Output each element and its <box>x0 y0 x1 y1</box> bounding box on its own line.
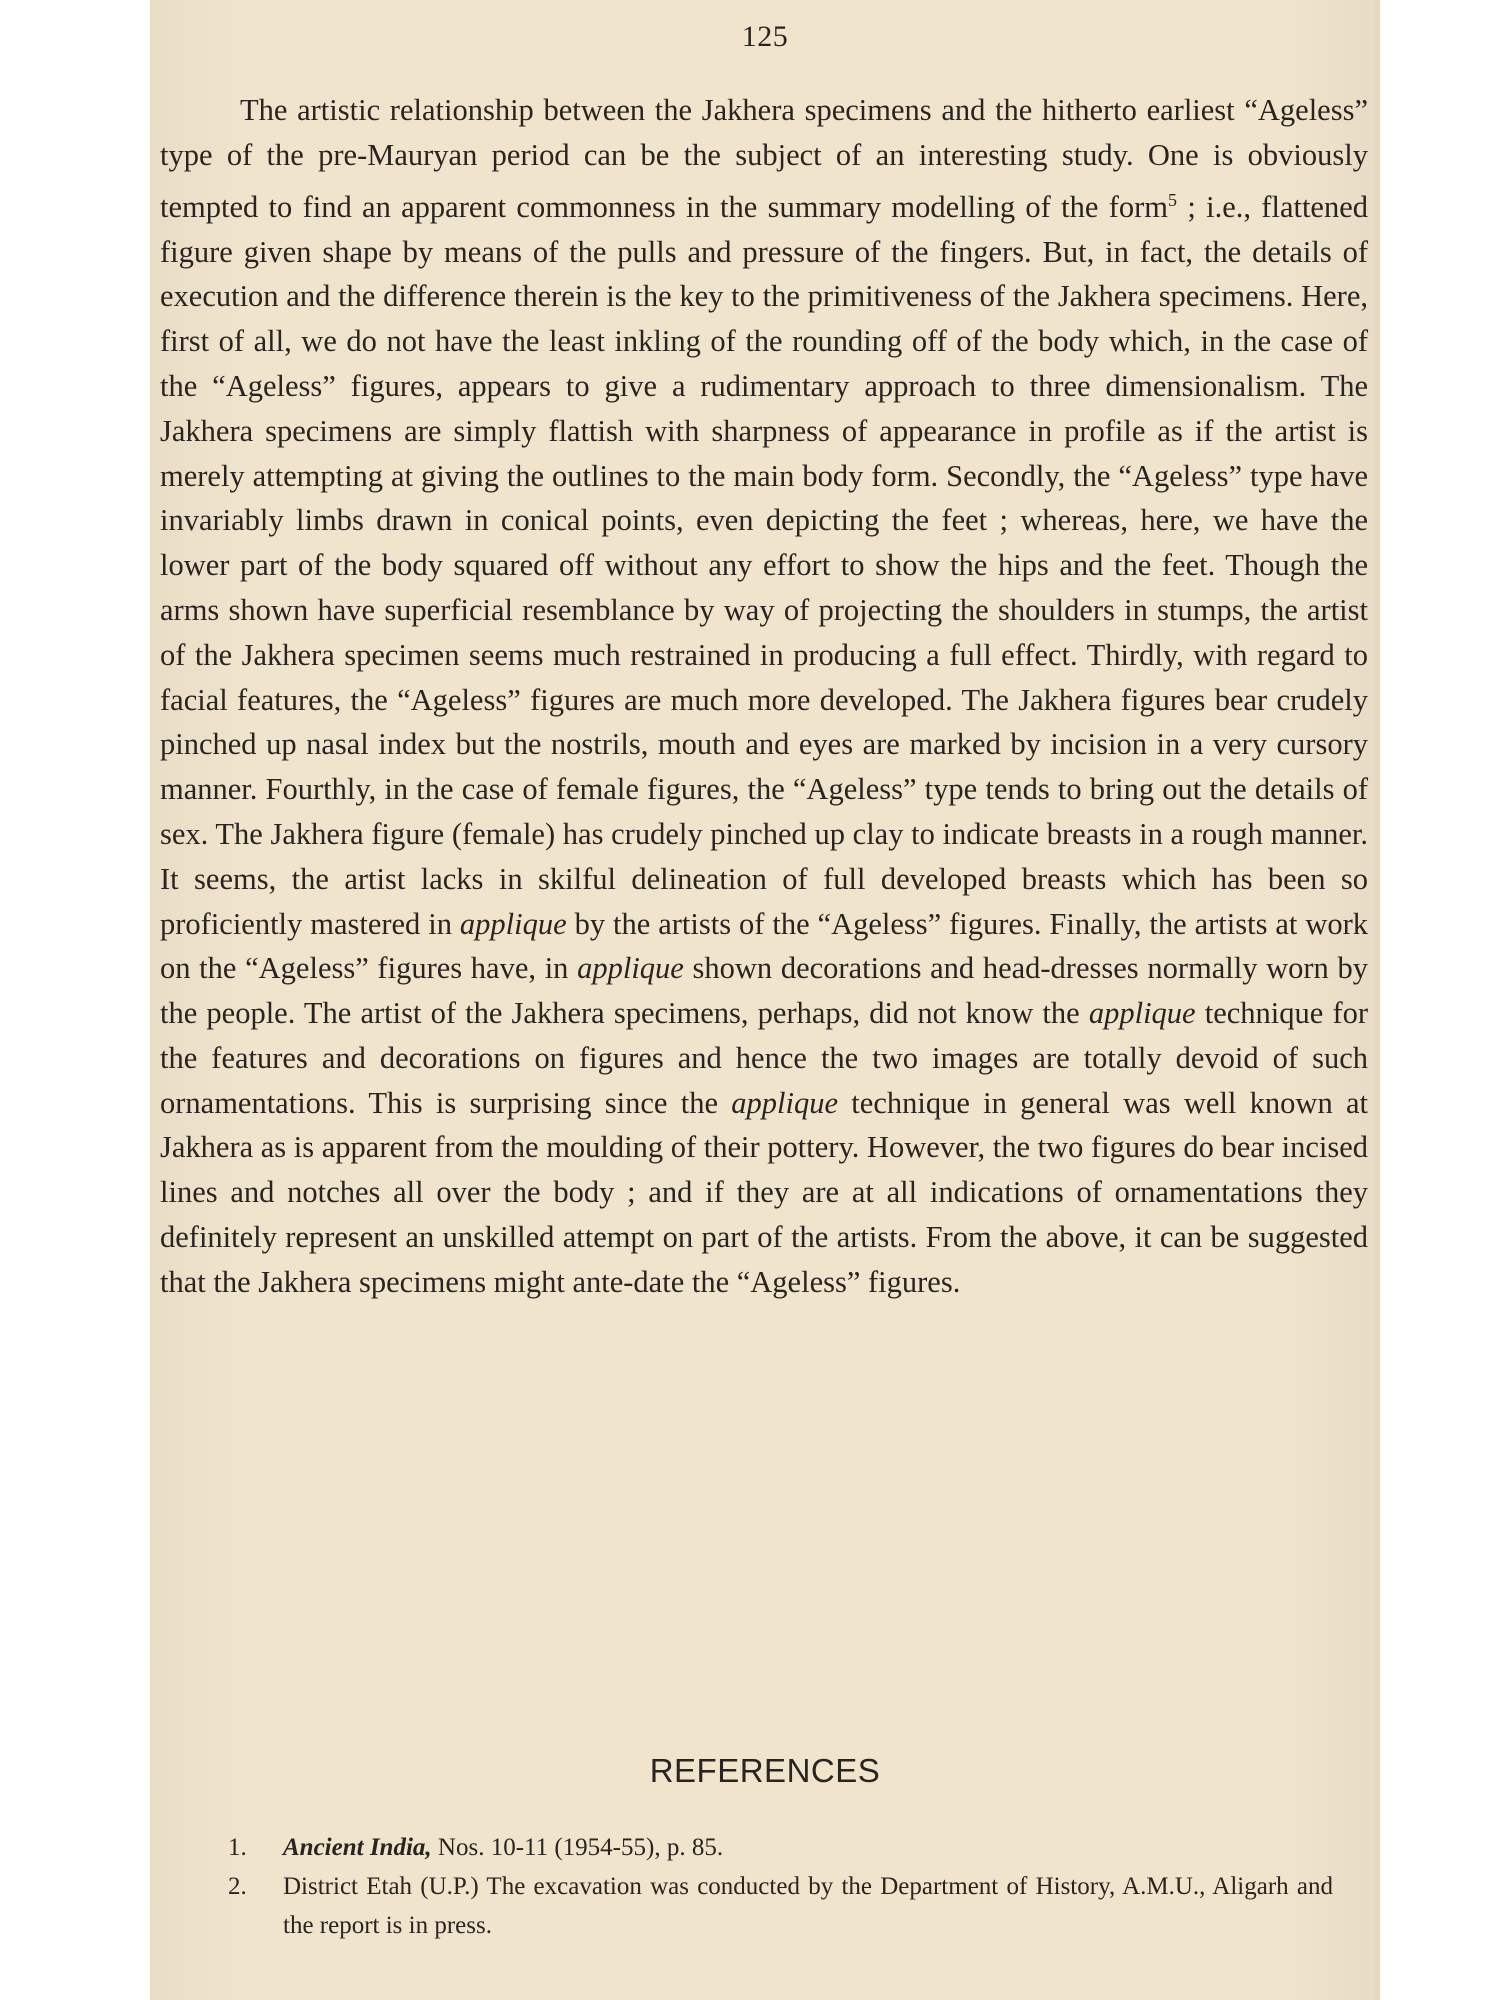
body-text-segment: ; i.e., flattened figure given shape by means of the pulls and pressure of the fingers. But, in fact, the details of execution and the difference therein is the key to the primitiveness of the Jakhera specimens. Here, first of all, we do not have the least inkling of the rounding off of the body which, in the case of the “Ageless” figures, appears to give a rudimentary approach to three dimensionalism. The Jakhera specimens are simply flattish with sharpness of appearance in profile as if the artist is merely attempting at giving the outlines to the main body form. Secondly, the “Ageless” type have invariably limbs drawn in conical points, even depicting the feet ; whereas, here, we have the lower part of the body squared off without any effort to show the hips and the feet. Though the arms shown have superficial resemblance by way of projecting the shoulders in stumps, the artist of the Jakhera specimen seems much restrained in producing a full effect. Thirdly, with regard to facial features, the “Ageless” figures are much more developed. The Jakhera figures bear crudely pinched up nasal index but the nostrils, mouth and eyes are marked by incision in a very cursory manner. Fourthly, in the case of female figures, the “Ageless” type tends to bring out the details of sex. The Jakhera figure (female) has crudely pinched up clay to indicate breasts in a rough manner. It seems, the artist lacks in skilful delineation of full developed breasts which has been so proficiently mastered in <box>160 189 1368 941</box>
references-list <box>228 1828 1333 1945</box>
italic-term: applique <box>577 951 684 986</box>
footnote-marker: 5 <box>1168 189 1178 210</box>
reference-detail: District Etah (U.P.) The excavation was conducted by the Department of History, A.M.U., Aligarh and the report is in press. <box>283 1873 1333 1939</box>
references-heading: REFERENCES <box>649 1752 881 1789</box>
page-number: 125 <box>741 20 789 53</box>
reference-item <box>228 1828 1333 1867</box>
reference-number: 1. <box>228 1834 247 1861</box>
reference-number: 2. <box>228 1873 247 1900</box>
body-text-segment: technique for the features and decorations on figures and hence the two images are totally devoid of such ornamentations. This is surprising since the <box>160 996 1369 1120</box>
body-paragraph <box>160 88 1368 1305</box>
reference-text <box>283 1828 1333 1867</box>
body-text-segment: The artistic relationship between the Jakhera specimens and the hitherto earliest “Ageless” type of the pre-Mauryan period can be the subject of an interesting study. One is obviously tempted to find an apparent commonness in the summary modelling of the form <box>160 93 1368 224</box>
body-text-segment: technique in general was well known at Jakhera as is apparent from the moulding of their pottery. However, the two figures do bear incised lines and notches all over the body ; and if they are at all indications of ornamentations they definitely represent an unskilled attempt on part of the artists. From the above, it can be suggested that the Jakhera specimens might ante-date the “Ageless” figures. <box>160 1085 1368 1299</box>
reference-text <box>283 1867 1333 1945</box>
reference-title: Ancient India, <box>283 1834 432 1861</box>
body-text-segment: shown decorations and head-dresses normally worn by the people. The artist of the Jakhera specimens, perhaps, did not know the <box>160 951 1368 1031</box>
italic-term: applique <box>459 906 567 941</box>
book-page <box>150 0 1380 2000</box>
page-edge <box>1375 0 1380 2000</box>
italic-term: applique <box>731 1085 839 1120</box>
italic-term: applique <box>1088 996 1196 1031</box>
body-text-segment: by the artists of the “Ageless” figures. Finally, the artists at work on the “Ageless” figures have, in <box>160 906 1368 986</box>
reference-detail: Nos. 10-11 (1954-55), p. 85. <box>431 1834 724 1861</box>
reference-item <box>228 1867 1333 1945</box>
